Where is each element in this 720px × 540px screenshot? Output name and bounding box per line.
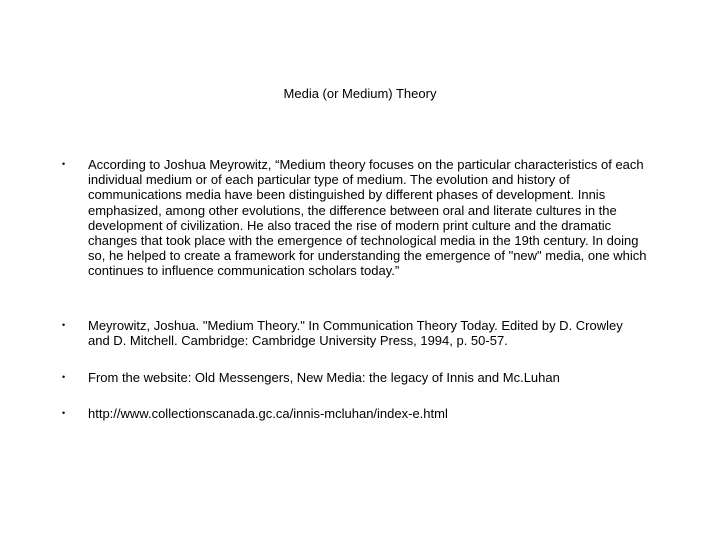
bullet-text: According to Joshua Meyrowitz, “Medium theory focuses on the particular characteristics of each individual medium or of each particular type of medium. The evolution and history of communications media have been distinguished by different phases of development. Innis emphasized, among other evolutions, the difference between oral and literate cultures in the development of civilization. He also traced the rise of modern print culture and the dramatic changes that took place with the emergence of technological media in the 19th century. In doing so, he helped to create a framework for understanding the emergence of "new" media, one which continues to influence communication scholars today.” xyxy=(88,157,647,279)
bullet-marker: • xyxy=(62,408,66,418)
bullet-text: Meyrowitz, Joshua. "Medium Theory." In Communication Theory Today. Edited by D. Crowley and D. Mitchell. Cambridge: Cambridge University Press, 1994, p. 50-57. xyxy=(88,318,623,349)
bullet-marker: • xyxy=(62,372,66,382)
bullet-url-text: http://www.collectionscanada.gc.ca/innis-mcluhan/index-e.html xyxy=(88,406,448,421)
bullet-marker: • xyxy=(62,320,66,330)
bullet-text: From the website: Old Messengers, New Media: the legacy of Innis and Mc.Luhan xyxy=(88,370,560,385)
slide-title: Media (or Medium) Theory xyxy=(283,86,437,101)
bullet-marker: • xyxy=(62,159,66,169)
